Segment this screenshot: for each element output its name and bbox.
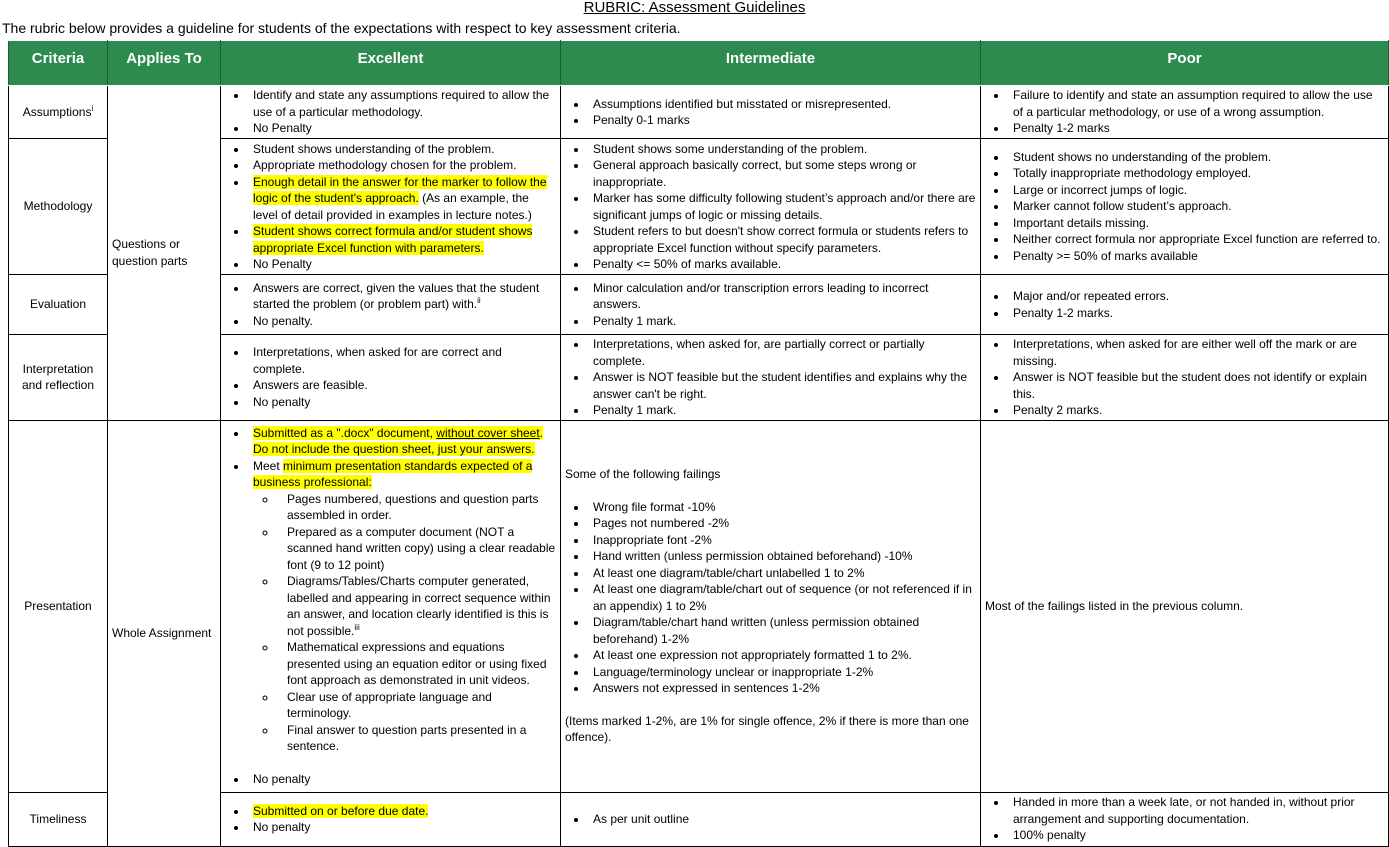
- list-item: [248, 174, 556, 224]
- list-item: • Identify and state any assumptions required to allow the use of a particular methodology.: [248, 87, 556, 120]
- highlighted-text: minimum presentation standards expected of a business professional:: [253, 458, 533, 490]
- list-item: • Neither correct formula nor appropriate Excel function are referred to.: [1008, 231, 1384, 248]
- list-item: [248, 803, 556, 820]
- list-item: • Penalty 1 mark.: [588, 313, 976, 330]
- header-poor: Poor: [981, 41, 1389, 86]
- list-item: • No Penalty: [248, 120, 556, 137]
- sub-list-item: ◦ Pages numbered, questions and question parts assembled in order.: [277, 491, 556, 524]
- list-item: • At least one expression not appropriately formatted 1 to 2%.: [588, 647, 976, 664]
- list-item: [248, 458, 556, 755]
- list-item: • Totally inappropriate methodology employed.: [1008, 165, 1384, 182]
- timeliness-excellent: [221, 792, 561, 846]
- list-item: • Minor calculation and/or transcription errors leading to incorrect answers.: [588, 280, 976, 313]
- document-title: RUBRIC: Assessment Guidelines: [583, 0, 806, 16]
- methodology-excellent: [221, 139, 561, 275]
- list-item: • Major and/or repeated errors.: [1008, 288, 1384, 305]
- assumptions-intermediate: [561, 86, 981, 139]
- list-item: • No penalty: [248, 771, 556, 788]
- list-item: • At least one diagram/table/chart unlabelled 1 to 2%: [588, 565, 976, 582]
- highlighted-text: Student shows correct formula and/or student shows appropriate Excel function with parameters.: [253, 224, 533, 255]
- methodology-intermediate: [561, 139, 981, 275]
- list-item: • Student shows no understanding of the problem.: [1008, 149, 1384, 166]
- list-item: • No penalty: [248, 819, 556, 836]
- applies-to-questions: Questions or question parts: [108, 86, 221, 421]
- intermediate-note: (Items marked 1-2%, are 1% for single offence, 2% if there is more than one offence).: [565, 713, 969, 745]
- sub-list: [253, 491, 556, 755]
- list-item: • Assumptions identified but misstated or misrepresented.: [588, 96, 976, 113]
- poor-text: Most of the failings listed in the previous column.: [985, 598, 1244, 613]
- list-item: • Answers not expressed in sentences 1-2%: [588, 680, 976, 697]
- criteria-presentation: Presentation: [9, 420, 108, 792]
- list-item: • As per unit outline: [588, 811, 976, 828]
- plain-text: Answers are correct, given the values that the student started the problem (or problem part) with.: [253, 280, 540, 312]
- sub-list-item: [277, 573, 556, 639]
- list-item: • Interpretations, when asked for are either well off the mark or are missing.: [1008, 336, 1384, 369]
- rubric-table: [8, 40, 1389, 847]
- list-item: • Penalty >= 50% of marks available: [1008, 248, 1384, 265]
- list-item: • Marker has some difficulty following student’s approach and/or there are significant jumps of logic or missing details.: [588, 190, 976, 223]
- list-item: • Appropriate methodology chosen for the problem.: [248, 157, 556, 174]
- sub-list-item: ◦ Clear use of appropriate language and terminology.: [277, 689, 556, 722]
- list-item: • Language/terminology unclear or inappropriate 1-2%: [588, 664, 976, 681]
- sub-list-item: ◦ Mathematical expressions and equations presented using an equation editor or using fixed font approach as demonstrated in unit videos.: [277, 639, 556, 689]
- list-item: • No Penalty: [248, 256, 556, 273]
- list-item: • Answer is NOT feasible but the student does not identify or explain this.: [1008, 369, 1384, 402]
- list-item: [248, 280, 556, 313]
- header-intermediate: Intermediate: [561, 41, 981, 86]
- interpretation-excellent: [221, 335, 561, 421]
- list-item: • Interpretations, when asked for are correct and complete.: [248, 344, 556, 377]
- intro-text: The rubric below provides a guideline for students of the expectations with respect to key assessment criteria.: [2, 20, 681, 36]
- sub-list-item: ◦ Final answer to question parts presented in a sentence.: [277, 722, 556, 755]
- interpretation-intermediate: [561, 335, 981, 421]
- list-item: • Important details missing.: [1008, 215, 1384, 232]
- footnote-ref: i: [91, 103, 94, 113]
- highlighted-text: . Do not include the question sheet, just your answers.: [253, 425, 544, 457]
- header-criteria: Criteria: [9, 41, 108, 86]
- presentation-excellent: [221, 420, 561, 792]
- intermediate-lead: Some of the following failings: [565, 467, 721, 482]
- list-item: • Interpretations, when asked for, are partially correct or partially complete.: [588, 336, 976, 369]
- list-item: • Penalty 1 mark.: [588, 402, 976, 419]
- row-assumptions: [9, 86, 1389, 139]
- header-row: [9, 41, 1389, 86]
- list-item: • Answer is NOT feasible but the student identifies and explains why the answer can't be right.: [588, 369, 976, 402]
- plain-text: Diagrams/Tables/Charts computer generated, labelled and appearing in correct sequence within an answer, and location clearly identified is this is not possible.: [287, 574, 551, 638]
- list-item: • Answers are feasible.: [248, 377, 556, 394]
- criteria-label: Assumptions: [22, 104, 92, 119]
- list-item: • Handed in more than a week late, or not handed in, without prior arrangement and supporting documentation.: [1008, 794, 1384, 827]
- list-item: • Penalty 1-2 marks: [1008, 120, 1384, 137]
- evaluation-poor: [981, 275, 1389, 335]
- footnote-ref: iii: [354, 622, 360, 632]
- list-item: • Hand written (unless permission obtained beforehand) -10%: [588, 548, 976, 565]
- criteria-assumptions: [9, 86, 108, 139]
- header-excellent: Excellent: [221, 41, 561, 86]
- list-item: • Marker cannot follow student’s approach.: [1008, 198, 1384, 215]
- list-item: • Wrong file format -10%: [588, 499, 976, 516]
- assumptions-poor: [981, 86, 1389, 139]
- highlighted-text: Enough detail in the answer for the marker to follow the logic of the student's approach.: [253, 174, 547, 205]
- list-item: • 100% penalty: [1008, 827, 1384, 844]
- presentation-poor: [981, 420, 1389, 792]
- list-item: • Student shows understanding of the problem.: [248, 141, 556, 158]
- applies-to-whole: Whole Assignment: [108, 420, 221, 846]
- list-item: [248, 223, 556, 256]
- list-item: • Student shows some understanding of the problem.: [588, 141, 976, 158]
- list-item: • At least one diagram/table/chart out of sequence (or not referenced if in an appendix) 1 to 2%: [588, 581, 976, 614]
- highlighted-text: Submitted on or before due date.: [253, 803, 429, 818]
- list-item: • No penalty.: [248, 313, 556, 330]
- list-item: • Penalty 2 marks.: [1008, 402, 1384, 419]
- timeliness-poor: [981, 792, 1389, 846]
- sub-list-item: ◦ Prepared as a computer document (NOT a scanned hand written copy) using a clear readable font (9 to 12 point): [277, 524, 556, 574]
- list-item: • Diagram/table/chart hand written (unless permission obtained beforehand) 1-2%: [588, 614, 976, 647]
- header-applies-to: Applies To: [108, 41, 221, 86]
- list-item: • Pages not numbered -2%: [588, 515, 976, 532]
- list-item: [248, 425, 556, 458]
- list-item: • Penalty <= 50% of marks available.: [588, 256, 976, 273]
- presentation-intermediate: [561, 420, 981, 792]
- methodology-poor: [981, 139, 1389, 275]
- criteria-timeliness: Timeliness: [9, 792, 108, 846]
- plain-text: (As an example, the level of detail provided in examples in lecture notes.): [253, 191, 532, 222]
- list-item: • Large or incorrect jumps of logic.: [1008, 182, 1384, 199]
- list-item: • Penalty 1-2 marks.: [1008, 305, 1384, 322]
- list-item: • General approach basically correct, but some steps wrong or inappropriate.: [588, 157, 976, 190]
- highlighted-text: Submitted as a ".docx" document,: [253, 425, 437, 440]
- timeliness-intermediate: [561, 792, 981, 846]
- list-item: • No penalty: [248, 394, 556, 411]
- plain-text: Meet: [253, 458, 284, 473]
- assumptions-excellent: [221, 86, 561, 139]
- list-item: • Student refers to but doesn't show correct formula or students refers to appropriate Excel function without specify parameters.: [588, 223, 976, 256]
- list-item: • Inappropriate font -2%: [588, 532, 976, 549]
- underlined-text: without cover sheet: [436, 425, 540, 440]
- evaluation-excellent: [221, 275, 561, 335]
- criteria-interpretation: Interpretation and reflection: [9, 335, 108, 421]
- list-item: • Penalty 0-1 marks: [588, 112, 976, 129]
- list-item: • Failure to identify and state an assumption required to allow the use of a particular methodology, or use of a wrong assumption.: [1008, 87, 1384, 120]
- footnote-ref: ii: [477, 296, 481, 306]
- interpretation-poor: [981, 335, 1389, 421]
- row-presentation: [9, 420, 1389, 792]
- criteria-evaluation: Evaluation: [9, 275, 108, 335]
- criteria-methodology: Methodology: [9, 139, 108, 275]
- evaluation-intermediate: [561, 275, 981, 335]
